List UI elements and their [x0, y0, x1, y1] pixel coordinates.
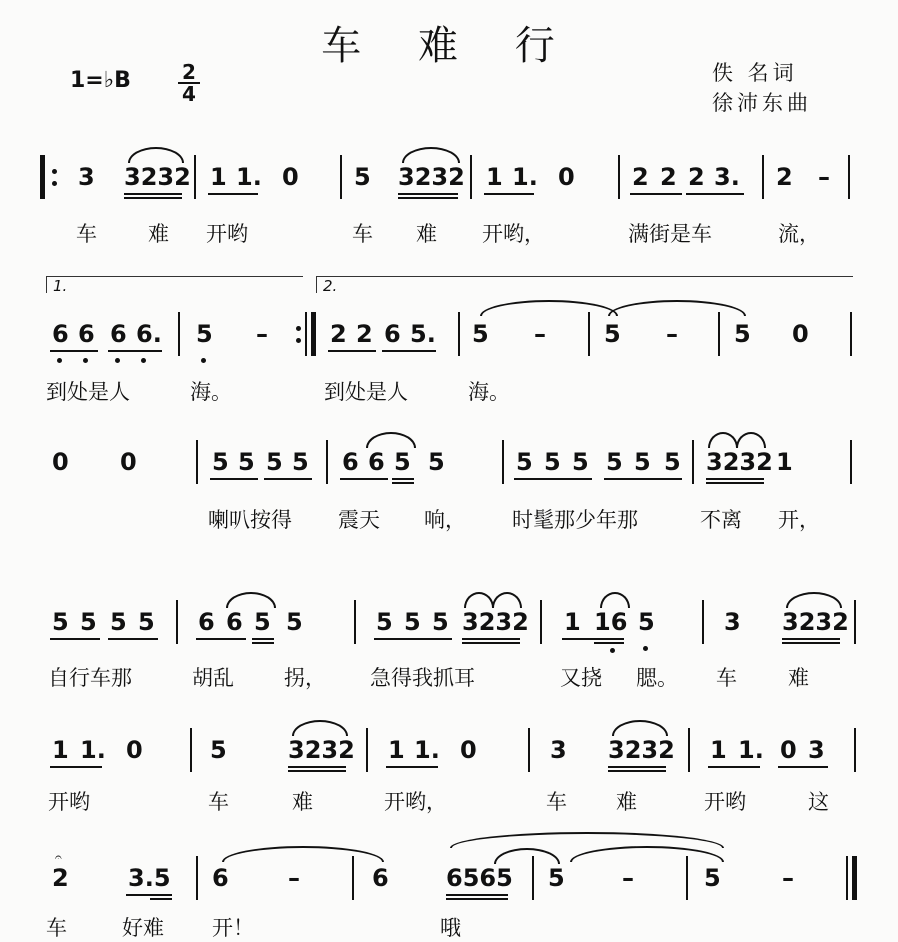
note-group: 3232 — [608, 736, 675, 764]
underline — [686, 193, 744, 195]
lyric: 难 — [148, 222, 169, 246]
lyric: 开哟 — [206, 222, 248, 246]
barline — [326, 440, 328, 484]
lyric: 不离 — [700, 508, 742, 532]
underline — [288, 770, 346, 772]
barline — [528, 728, 530, 772]
note: 3 — [78, 163, 95, 191]
repeat-dot — [52, 181, 57, 186]
underline — [778, 766, 828, 768]
note: 0 — [792, 320, 809, 348]
lyric: 开， — [778, 508, 820, 532]
note: 5 — [138, 608, 155, 636]
note: 5 — [376, 608, 393, 636]
slur — [464, 592, 494, 608]
barline — [854, 728, 856, 772]
slur — [736, 432, 766, 448]
note: 2 — [330, 320, 347, 348]
slur — [366, 432, 416, 448]
underline — [446, 894, 508, 896]
note: 1 — [52, 736, 69, 764]
time-signature — [178, 62, 200, 104]
note: 2 — [632, 163, 649, 191]
repeat-dot — [52, 169, 57, 174]
lyric: 车 — [352, 222, 373, 246]
barline — [848, 155, 850, 199]
underline — [706, 482, 764, 484]
underline — [514, 478, 592, 480]
lyric: 海。 — [190, 380, 232, 404]
volta-label: 2. — [323, 277, 338, 295]
lyric: 难 — [788, 666, 809, 690]
slur — [708, 432, 738, 448]
barline — [190, 728, 192, 772]
lyricist-credit: 佚 名词 — [712, 61, 798, 85]
barline — [470, 155, 472, 199]
lyric: 流， — [778, 222, 820, 246]
note: 1. — [80, 736, 106, 764]
underline — [196, 638, 246, 640]
barline — [458, 312, 460, 356]
barline — [692, 440, 694, 484]
underline — [392, 478, 414, 480]
slur — [492, 592, 522, 608]
note: 1 — [564, 608, 581, 636]
underline — [462, 638, 520, 640]
barline — [618, 155, 620, 199]
note: 5 — [704, 864, 721, 892]
rest: 0 — [120, 448, 137, 476]
note: 5 — [548, 864, 565, 892]
barline — [176, 600, 178, 644]
underline — [708, 766, 760, 768]
low-octave-dot — [57, 358, 62, 363]
barline — [340, 155, 342, 199]
underline — [398, 197, 458, 199]
score-line-6 — [0, 850, 898, 900]
note-group: 16 — [594, 608, 628, 636]
barline — [354, 600, 356, 644]
underline — [340, 478, 388, 480]
barline — [702, 600, 704, 644]
barline — [540, 600, 542, 644]
lyric: 到处是人 — [324, 380, 408, 404]
dash: – — [666, 320, 678, 348]
lyric: 满街是车 — [628, 222, 712, 246]
note: 3 — [550, 736, 567, 764]
underline — [124, 197, 182, 199]
lyric: 哦 — [440, 916, 461, 940]
lyric: 开哟 — [704, 790, 746, 814]
note-group: 3232 — [462, 608, 529, 636]
note: 1 — [776, 448, 793, 476]
underline — [484, 193, 534, 195]
note-group: 3232 — [706, 448, 773, 476]
note: 6 — [342, 448, 359, 476]
note: 5 — [110, 608, 127, 636]
underline — [328, 350, 376, 352]
barline — [688, 728, 690, 772]
dash: – — [256, 320, 268, 348]
lyric: 胡乱 — [192, 666, 234, 690]
tie — [570, 846, 724, 862]
phrase-slur — [450, 832, 724, 848]
note: 5 — [634, 448, 651, 476]
note: 5 — [266, 448, 283, 476]
barline — [366, 728, 368, 772]
barline — [352, 856, 354, 900]
note: 5 — [428, 448, 445, 476]
volta-first-ending — [46, 276, 303, 293]
note: 5 — [606, 448, 623, 476]
note: 5 — [286, 608, 303, 636]
key-signature: 1=♭B — [70, 68, 131, 93]
low-octave-dot — [643, 646, 648, 651]
time-signature-top: 2 — [178, 62, 200, 84]
note: 6 — [110, 320, 127, 348]
note: 5 — [254, 608, 271, 636]
lyric: 难 — [416, 222, 437, 246]
underline — [288, 766, 346, 768]
dash: – — [818, 163, 830, 191]
note: 5 — [664, 448, 681, 476]
note: 0 — [282, 163, 299, 191]
note: 5 — [80, 608, 97, 636]
underline — [210, 478, 258, 480]
underline — [782, 638, 840, 640]
barline — [196, 440, 198, 484]
underline — [446, 898, 508, 900]
repeat-end-barline — [305, 312, 307, 356]
low-octave-dot — [83, 358, 88, 363]
lyric: 急得我抓耳 — [370, 666, 475, 690]
lyric: 开哟， — [482, 222, 545, 246]
note: 5 — [544, 448, 561, 476]
note: 1 — [210, 163, 227, 191]
credits — [712, 58, 812, 118]
underline — [630, 193, 682, 195]
lyric: 车 — [716, 666, 737, 690]
repeat-dot — [296, 326, 301, 331]
note: 6. — [136, 320, 162, 348]
note: 5 — [472, 320, 489, 348]
tie — [480, 300, 618, 316]
note: 6 — [368, 448, 385, 476]
slur — [292, 720, 348, 736]
note: 3. — [714, 163, 740, 191]
note: 3.5 — [128, 864, 171, 892]
note: 3 — [808, 736, 825, 764]
note: 6 — [78, 320, 95, 348]
repeat-dot — [296, 338, 301, 343]
underline — [50, 350, 98, 352]
lyric: 车 — [208, 790, 229, 814]
underline — [252, 642, 274, 644]
barline — [588, 312, 590, 356]
barline — [196, 856, 198, 900]
barline — [178, 312, 180, 356]
lyric: 腮。 — [636, 666, 678, 690]
barline — [762, 155, 764, 199]
final-barline — [852, 856, 857, 900]
underline — [150, 898, 172, 900]
barline — [850, 312, 852, 356]
underline — [208, 193, 258, 195]
slur — [612, 720, 668, 736]
note: 5 — [238, 448, 255, 476]
note: 5 — [292, 448, 309, 476]
repeat-start-barline — [40, 155, 45, 199]
note: 0 — [558, 163, 575, 191]
note: 2 — [356, 320, 373, 348]
note: 5. — [410, 320, 436, 348]
note: 0 — [460, 736, 477, 764]
rest: 0 — [52, 448, 69, 476]
note: 1. — [414, 736, 440, 764]
slur — [128, 147, 184, 163]
note: 6 — [212, 864, 229, 892]
lyric: 拐， — [284, 666, 326, 690]
slur — [402, 147, 460, 163]
note: 5 — [572, 448, 589, 476]
note-group: 3232 — [124, 163, 191, 191]
underline — [462, 642, 520, 644]
note: 2 — [776, 163, 793, 191]
lyric: 开哟， — [384, 790, 447, 814]
note: 1 — [486, 163, 503, 191]
lyric: 车 — [76, 222, 97, 246]
note: 5 — [404, 608, 421, 636]
barline — [846, 856, 848, 900]
underline — [594, 642, 624, 644]
underline — [782, 642, 840, 644]
lyric: 开！ — [212, 916, 254, 940]
underline — [382, 350, 436, 352]
slur — [600, 592, 630, 608]
barline — [850, 440, 852, 484]
fermata-icon: 𝄐 — [55, 850, 62, 864]
note: 6 — [384, 320, 401, 348]
note: 6 — [226, 608, 243, 636]
note: 2 — [660, 163, 677, 191]
score-line-5 — [0, 728, 898, 772]
dash: – — [534, 320, 546, 348]
score-line-4 — [0, 600, 898, 644]
barline — [718, 312, 720, 356]
note: 2 — [52, 864, 69, 892]
underline — [50, 766, 102, 768]
volta-label: 1. — [53, 277, 68, 295]
note-group: 3232 — [398, 163, 465, 191]
note: 5 — [196, 320, 213, 348]
note: 1. — [236, 163, 262, 191]
underline — [50, 638, 100, 640]
note: 6 — [52, 320, 69, 348]
dash: – — [288, 864, 300, 892]
lyric: 自行车那 — [48, 666, 132, 690]
note: 5 — [210, 736, 227, 764]
lyric: 响， — [424, 508, 466, 532]
low-octave-dot — [201, 358, 206, 363]
note: 5 — [734, 320, 751, 348]
note-group: 3232 — [782, 608, 849, 636]
lyric: 难 — [616, 790, 637, 814]
lyric: 难 — [292, 790, 313, 814]
low-octave-dot — [610, 648, 615, 653]
barline — [502, 440, 504, 484]
note: 5 — [52, 608, 69, 636]
note-group: 3232 — [288, 736, 355, 764]
note: 1. — [738, 736, 764, 764]
slur — [786, 592, 842, 608]
song-title: 车 难 行 — [321, 23, 577, 69]
underline — [126, 894, 172, 896]
underline — [562, 638, 624, 640]
lyric: 时髦那少年那 — [512, 508, 638, 532]
lyric: 海。 — [468, 380, 510, 404]
underline — [108, 638, 158, 640]
note: 5 — [516, 448, 533, 476]
repeat-end-barline — [311, 312, 316, 356]
underline — [392, 482, 414, 484]
lyric: 喇叭按得 — [208, 508, 292, 532]
underline — [108, 350, 162, 352]
lyric: 车 — [46, 916, 67, 940]
underline — [608, 770, 666, 772]
note: 1. — [512, 163, 538, 191]
note: 5 — [604, 320, 621, 348]
note: 5 — [354, 163, 371, 191]
tie — [222, 846, 384, 862]
tie — [494, 848, 560, 864]
tie — [608, 300, 746, 316]
note: 5 — [394, 448, 411, 476]
underline — [124, 193, 182, 195]
underline — [264, 478, 312, 480]
low-octave-dot — [115, 358, 120, 363]
note: 5 — [432, 608, 449, 636]
note: 0 — [780, 736, 797, 764]
lyric: 到处是人 — [46, 380, 130, 404]
note: 6 — [372, 864, 389, 892]
lyric: 好难 — [122, 916, 164, 940]
slur — [226, 592, 276, 608]
note: 0 — [126, 736, 143, 764]
note: 2 — [688, 163, 705, 191]
underline — [386, 766, 438, 768]
low-octave-dot — [141, 358, 146, 363]
underline — [608, 766, 666, 768]
underline — [252, 638, 274, 640]
volta-second-ending — [316, 276, 853, 293]
lyric: 车 — [546, 790, 567, 814]
score-line-1 — [0, 155, 898, 199]
barline — [194, 155, 196, 199]
time-signature-bottom: 4 — [182, 82, 196, 106]
underline — [374, 638, 452, 640]
score-line-3 — [0, 440, 898, 484]
note-group: 6565 — [446, 864, 513, 892]
underline — [706, 478, 764, 480]
lyric: 开哟 — [48, 790, 90, 814]
score-line-2 — [0, 312, 898, 356]
barline — [686, 856, 688, 900]
dash: – — [622, 864, 634, 892]
note: 6 — [198, 608, 215, 636]
barline — [854, 600, 856, 644]
lyric: 震天 — [338, 508, 380, 532]
note: 1 — [388, 736, 405, 764]
note: 3 — [724, 608, 741, 636]
composer-credit: 徐沛东曲 — [712, 91, 812, 115]
underline — [604, 478, 682, 480]
note: 5 — [212, 448, 229, 476]
note: 5 — [638, 608, 655, 636]
note: 1 — [710, 736, 727, 764]
dash: – — [782, 864, 794, 892]
barline — [532, 856, 534, 900]
lyric: 这 — [808, 790, 829, 814]
lyric: 又挠 — [560, 666, 602, 690]
underline — [398, 193, 458, 195]
